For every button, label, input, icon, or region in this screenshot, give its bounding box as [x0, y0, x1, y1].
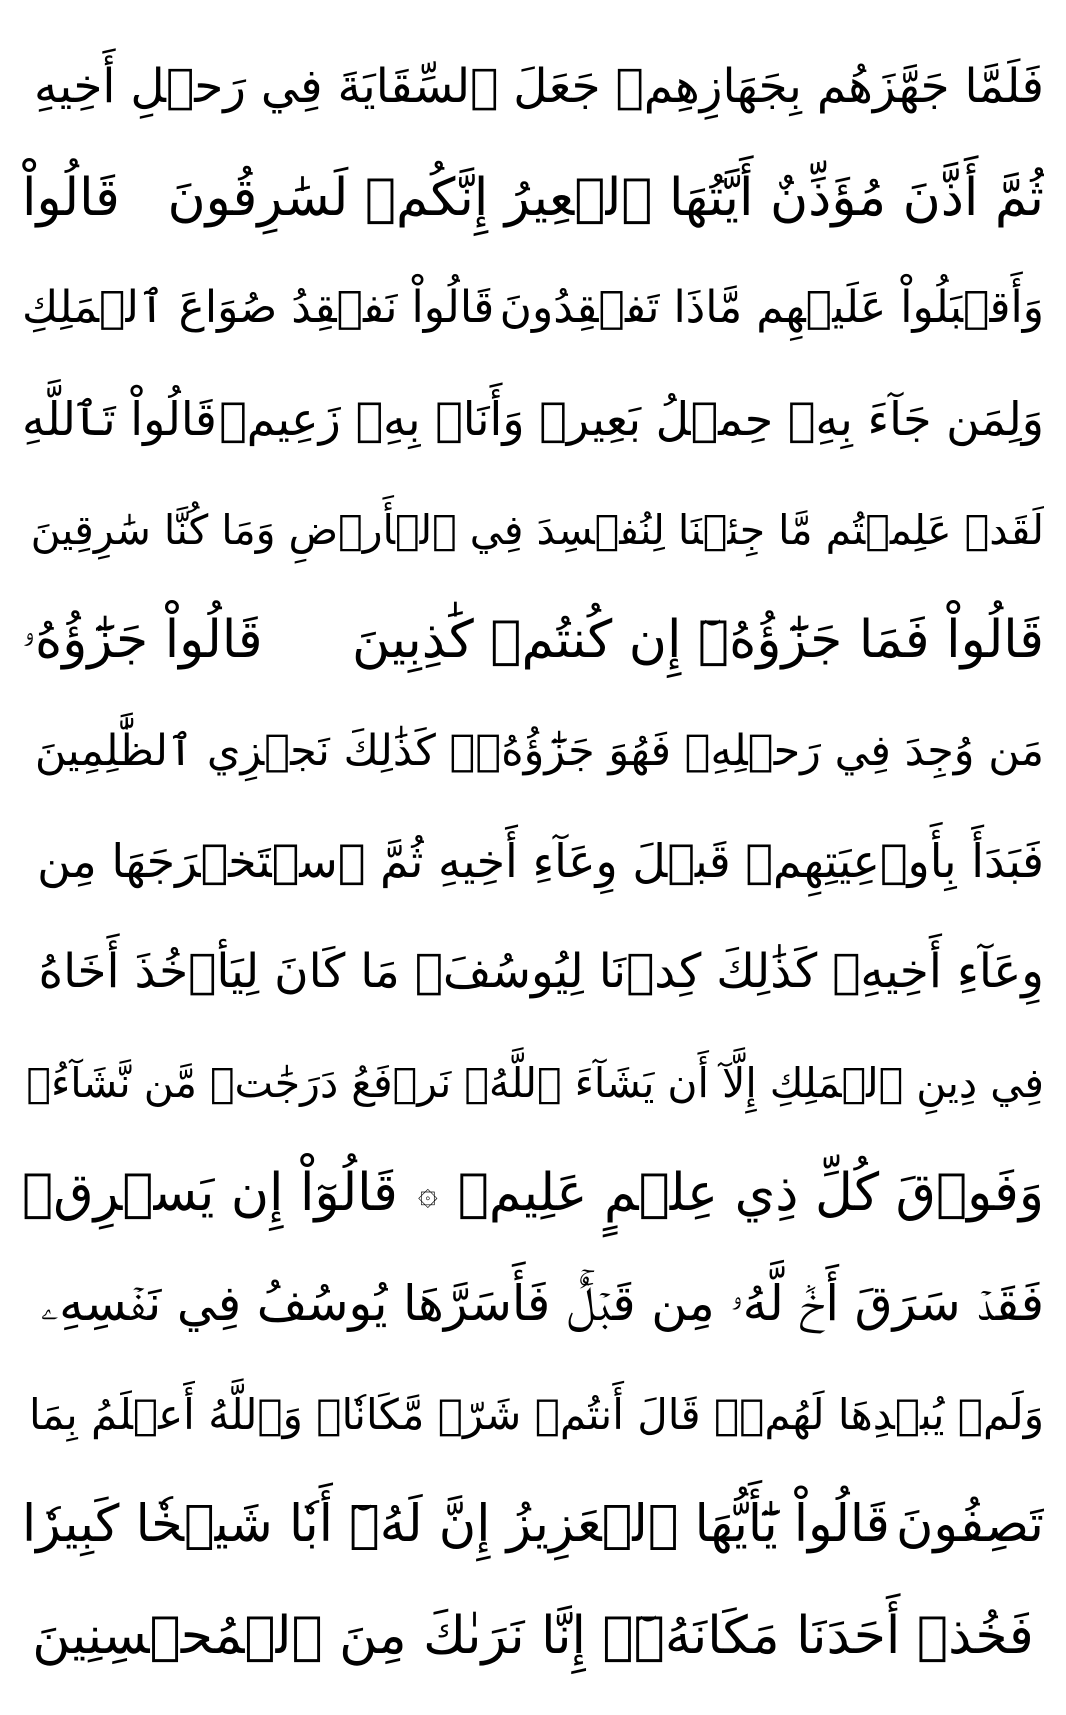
text-line-10 — [22, 1034, 1044, 1132]
line-1-text: فَلَمَّا جَهَّزَهُم بِجَهَازِهِمۡ جَعَلَ ٱلسِّقَايَةَ فِي رَحۡلِ أَخِيهِ — [33, 59, 1044, 114]
text-line-14 — [22, 1476, 1044, 1574]
hizb-marker-icon: ۞ — [417, 1173, 438, 1214]
line-2-text-a: ثُمَّ أَذَّنَ مُؤَذِّنٌ أَيَّتُهَا ٱلۡعِيرُ إِنَّكُمۡ لَسَٰرِقُونَ — [167, 167, 1044, 228]
text-line-8 — [22, 812, 1044, 910]
verse-lines — [22, 38, 1044, 1685]
text-line-2 — [22, 149, 1044, 247]
line-4-text-b: قَالُواْ تَٱللَّهِ — [22, 391, 217, 446]
text-line-3 — [22, 259, 1044, 357]
text-line-13 — [22, 1366, 1044, 1464]
line-14-text-a: تَصِفُونَ — [895, 1495, 1044, 1555]
line-10-text: فِي دِينِ ٱلۡمَلِكِ إِلَّآ أَن يَشَآءَ ٱللَّهُۚ نَرۡفَعُ دَرَجَٰتٖ مَّن نَّشَآءُۗ — [26, 1058, 1044, 1107]
line-3-text-b: قَالُواْ نَفۡقِدُ صُوَاعَ ٱلۡمَلِكِ — [22, 282, 495, 334]
text-line-15 — [22, 1587, 1044, 1685]
text-line-1 — [22, 38, 1044, 136]
text-line-11 — [22, 1144, 1044, 1242]
line-6-text-b: قَالُواْ جَزَٰٓؤُهُۥ — [22, 610, 263, 671]
line-3-text-a: وَأَقۡبَلُواْ عَلَيۡهِم مَّاذَا تَفۡقِدُونَ — [499, 282, 1044, 334]
text-line-9 — [22, 923, 1044, 1021]
text-line-5 — [22, 481, 1044, 579]
line-7-text: مَن وُجِدَ فِي رَحۡلِهِۦ فَهُوَ جَزَٰٓؤُهُۥۚ كَذَٰلِكَ نَجۡزِي ٱلظَّٰلِمِينَ — [34, 725, 1044, 776]
line-12-text: فَقَدۡ سَرَقَ أَخٞ لَّهُۥ مِن قَبۡلُۚ فَأَسَرَّهَا يُوسُفُ فِي نَفۡسِهِۦ — [40, 1275, 1044, 1333]
line-2-text-b: قَالُواْ — [22, 167, 120, 228]
text-line-12 — [22, 1255, 1044, 1353]
line-5-text: لَقَدۡ عَلِمۡتُم مَّا جِئۡنَا لِنُفۡسِدَ فِي ٱلۡأَرۡضِ وَمَا كُنَّا سَٰرِقِينَ — [30, 505, 1044, 554]
text-line-6 — [22, 591, 1044, 689]
line-14-text-b: قَالُواْ يَٰٓأَيُّهَا ٱلۡعَزِيزُ إِنَّ لَهُۥٓ أَبٗا شَيۡخٗا كَبِيرٗا — [22, 1495, 890, 1555]
line-13-text: وَلَمۡ يُبۡدِهَا لَهُمۡۚ قَالَ أَنتُمۡ شَرّٞ مَّكَانٗاۖ وَٱللَّهُ أَعۡلَمُ بِمَا — [28, 1389, 1044, 1439]
line-11-text-b: قَالُوٓاْ إِن يَسۡرِقۡ — [22, 1163, 398, 1224]
text-line-4 — [22, 370, 1044, 468]
line-9-text: وِعَآءِ أَخِيهِۚ كَذَٰلِكَ كِدۡنَا لِيُوسُفَۖ مَا كَانَ لِيَأۡخُذَ أَخَاهُ — [38, 944, 1044, 1000]
line-8-text: فَبَدَأَ بِأَوۡعِيَتِهِمۡ قَبۡلَ وِعَآءِ أَخِيهِ ثُمَّ ٱسۡتَخۡرَجَهَا مِن — [37, 834, 1044, 889]
line-11-text-a: وَفَوۡقَ كُلِّ ذِي عِلۡمٍ عَلِيمٞ — [457, 1163, 1044, 1224]
text-line-7 — [22, 702, 1044, 800]
line-4-text-a: وَلِمَن جَآءَ بِهِۦ حِمۡلُ بَعِيرٖ وَأَنَا۠ بِهِۦ زَعِيمٞ — [219, 391, 1044, 446]
line-15-text: فَخُذۡ أَحَدَنَا مَكَانَهُۥٓۖ إِنَّا نَرَىٰكَ مِنَ ٱلۡمُحۡسِنِينَ — [32, 1605, 1034, 1666]
line-6-text-a: قَالُواْ فَمَا جَزَٰٓؤُهُۥٓ إِن كُنتُمۡ كَٰذِبِينَ — [351, 610, 1044, 671]
